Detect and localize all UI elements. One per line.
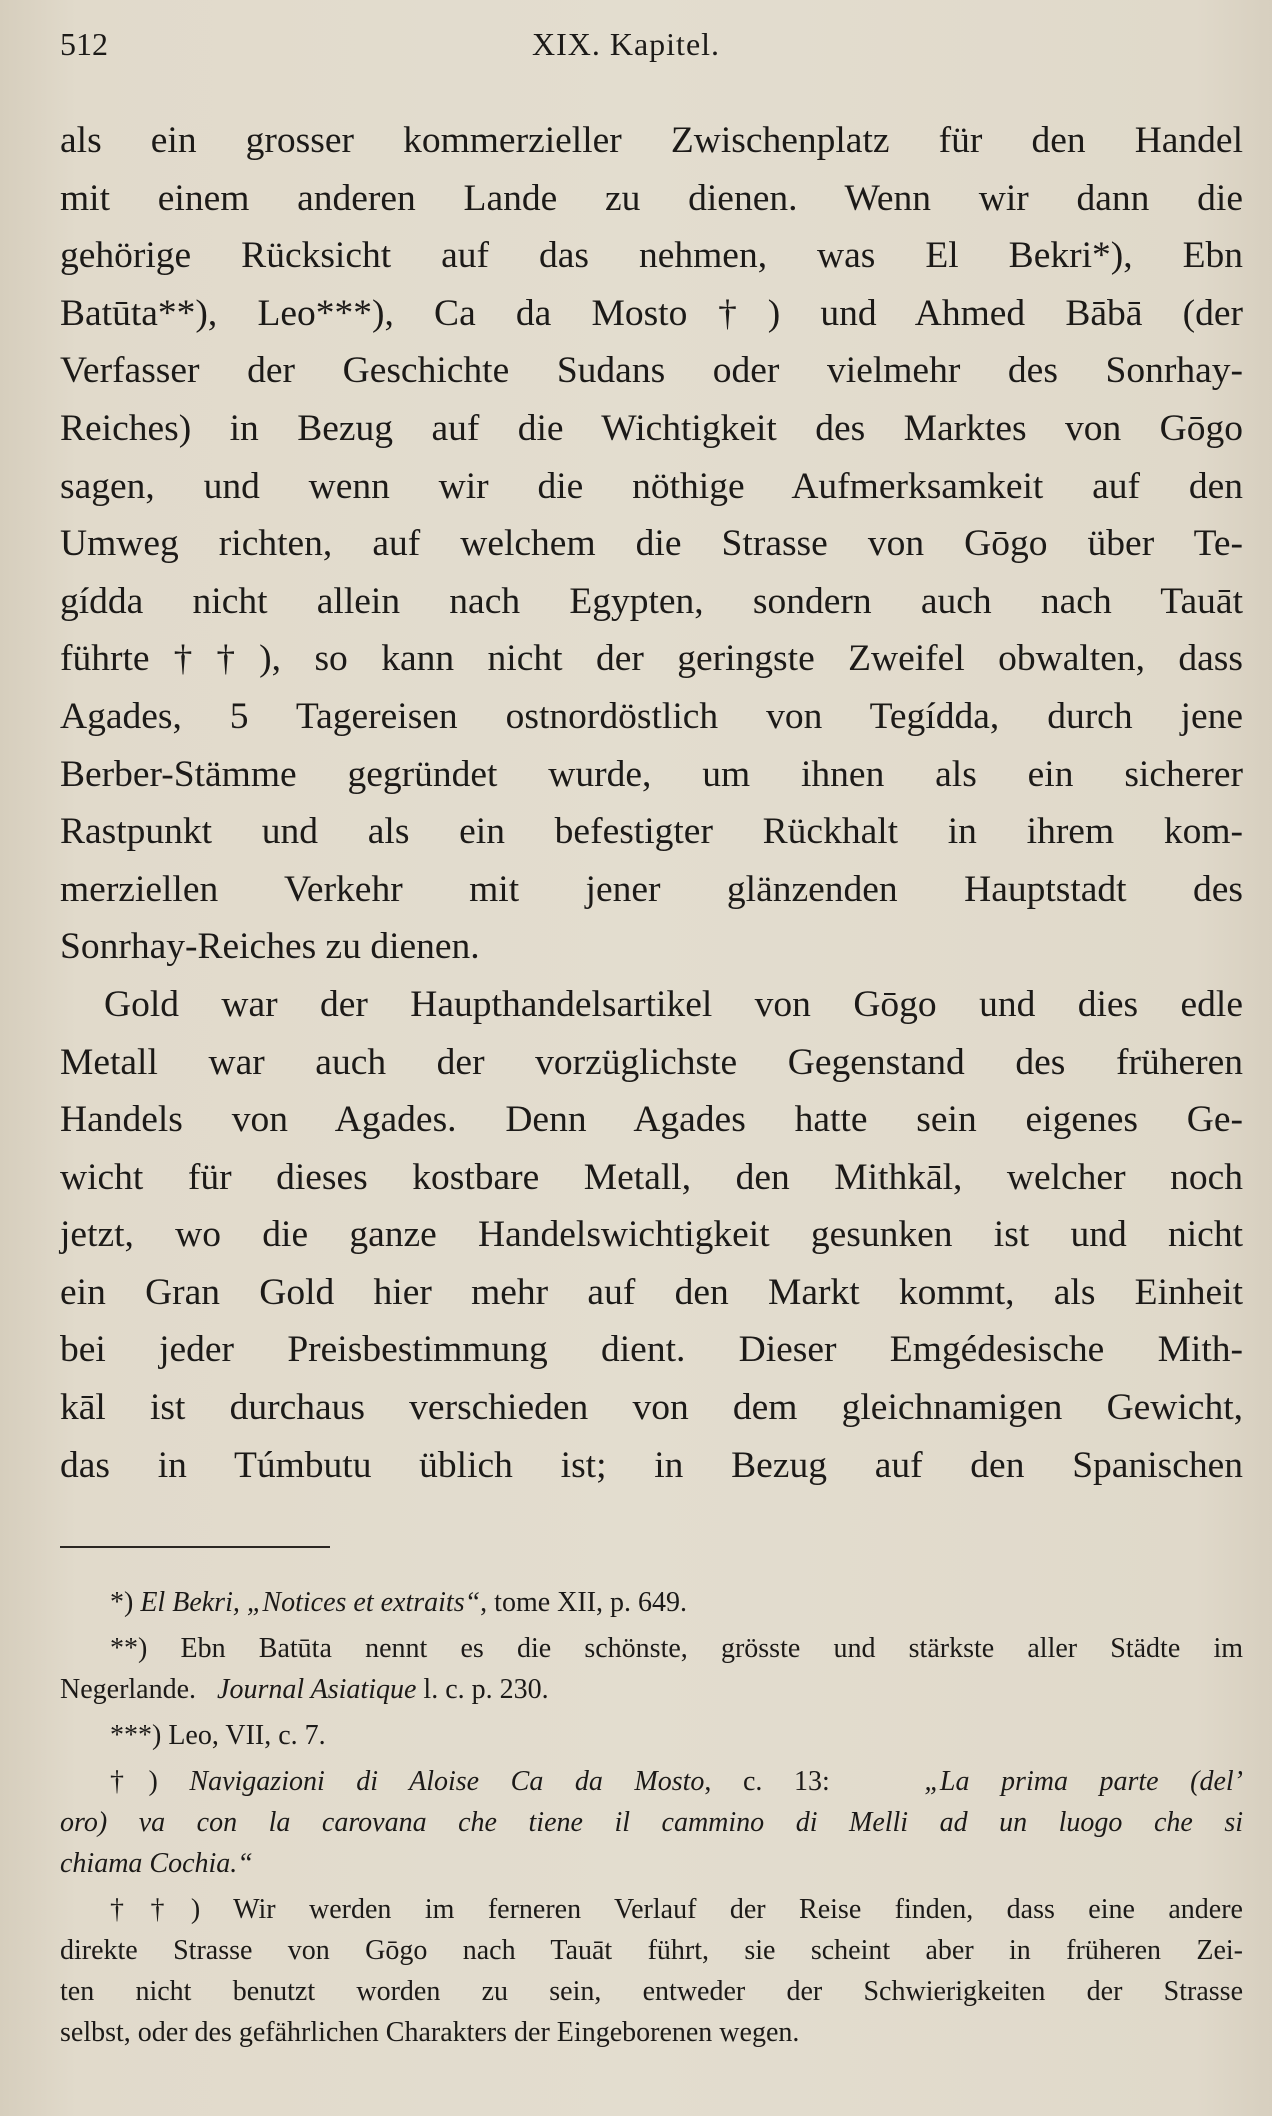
- text-line: merziellen Verkehr mit jener glänzenden Hauptstadt des: [60, 868, 1243, 910]
- text-line: Umweg richten, auf welchem die Strasse von Gōgo über Te-: [60, 523, 1243, 565]
- footnote-source: Navigazioni di Aloise Ca da Mosto: [189, 1766, 705, 1798]
- footnote-marker: ††): [110, 1894, 201, 1926]
- text-line: mit einem anderen Lande zu dienen. Wenn wir dann die: [60, 177, 1243, 219]
- text-line: Agades, 5 Tagereisen ostnordöstlich von Tegídda, durch jene: [60, 695, 1243, 737]
- text-line: das in Túmbutu üblich ist; in Bezug auf den Spanischen: [60, 1444, 1243, 1486]
- footnote-line: ten nicht benutzt worden zu sein, entweder der Schwierigkeiten der Strasse: [60, 1976, 1243, 2008]
- main-text: [60, 112, 1243, 1494]
- text-line: wicht für dieses kostbare Metall, den Mithkāl, welcher noch: [60, 1156, 1243, 1198]
- running-head: XIX. Kapitel.: [531, 26, 721, 62]
- text-line: ein Gran Gold hier mehr auf den Markt kommt, als Einheit: [60, 1271, 1243, 1313]
- text-line: führte††), so kann nicht der geringste Zweifel obwalten, dass: [60, 638, 1243, 680]
- footnote-line: [60, 1761, 1243, 1802]
- footnote-text: Negerlande.: [60, 1674, 197, 1706]
- footnote-line: [60, 1889, 1243, 1930]
- footnote-divider: [60, 1546, 330, 1548]
- text-line: Reiches) in Bezug auf die Wichtigkeit des Marktes von Gōgo: [60, 407, 1243, 449]
- footnote-marker: ***): [110, 1720, 162, 1752]
- paragraph-2: [60, 976, 1243, 1494]
- text-line: bei jeder Preisbestimmung dient. Dieser Emgédesische Mith-: [60, 1329, 1243, 1371]
- footnote-line: [60, 1669, 1243, 1710]
- footnote-source: El Bekri, „Notices et extraits“: [140, 1587, 481, 1619]
- text-line: jetzt, wo die ganze Handelswichtigkeit gesunken ist und nicht: [60, 1214, 1243, 1256]
- footnote-3: [60, 1715, 1243, 1756]
- page-number: 512: [60, 26, 108, 62]
- footnote-marker: **): [110, 1633, 148, 1665]
- footnote-marker: *): [110, 1587, 134, 1619]
- text-line: Batūta**), Leo***), Ca da Mosto†) und Ahmed Bābā (der: [60, 292, 1243, 334]
- footnote-4: [60, 1761, 1243, 1884]
- paragraph-1: [60, 112, 1243, 976]
- footnote-source: Journal Asiatique: [217, 1674, 417, 1706]
- text-line: Rastpunkt und als ein befestigter Rückhalt in ihrem kom-: [60, 811, 1243, 853]
- page-header: [60, 26, 1242, 76]
- footnotes: [60, 1582, 1243, 2053]
- text-line: Handels von Agades. Denn Agades hatte sein eigenes Ge-: [60, 1099, 1243, 1141]
- footnote-text: , c. 13:: [704, 1766, 830, 1798]
- text-line: Verfasser der Geschichte Sudans oder vielmehr des Sonrhay-: [60, 350, 1243, 392]
- footnote-marker: †): [110, 1766, 158, 1798]
- footnote-2: [60, 1628, 1243, 1710]
- text-line: als ein grosser kommerzieller Zwischenplatz für den Handel: [60, 120, 1243, 161]
- text-line: gehörige Rücksicht auf das nehmen, was El Bekri*), Ebn: [60, 235, 1243, 277]
- text-line: sagen, und wenn wir die nöthige Aufmerksamkeit auf den: [60, 465, 1243, 507]
- text-line: Gold war der Haupthandelsartikel von Gōgo und dies edle: [104, 983, 1243, 1025]
- footnote-text: Ebn Batūta nennt es die schönste, grösste und stärkste aller Städte im: [180, 1633, 1244, 1665]
- footnote-quote: „La prima parte (del’: [924, 1766, 1243, 1798]
- footnote-text: l. c. p. 230.: [423, 1674, 549, 1706]
- footnote-line: selbst, oder des gefährlichen Charakters der Eingeborenen wegen.: [60, 2017, 800, 2049]
- footnote-text: , tome XII, p. 649.: [480, 1587, 688, 1619]
- text-line: gídda nicht allein nach Egypten, sondern auch nach Tauāt: [60, 580, 1243, 622]
- footnote-line: direkte Strasse von Gōgo nach Tauāt führt, sie scheint aber in früheren Zei-: [60, 1935, 1243, 1967]
- footnote-text: Leo, VII, c. 7.: [168, 1720, 326, 1752]
- footnote-1: [60, 1582, 1243, 1623]
- footnote-text: Wir werden im ferneren Verlauf der Reise finden, dass eine andere: [233, 1894, 1243, 1926]
- footnote-5: [60, 1889, 1243, 2053]
- text-line: Sonrhay-Reiches zu dienen.: [60, 926, 480, 968]
- text-line: Berber-Stämme gegründet wurde, um ihnen als ein sicherer: [60, 753, 1243, 795]
- footnote-line: [60, 1628, 1243, 1669]
- text-line: Metall war auch der vorzüglichste Gegenstand des früheren: [60, 1041, 1243, 1083]
- text-line: kāl ist durchaus verschieden von dem gleichnamigen Gewicht,: [60, 1387, 1243, 1429]
- footnote-line: oro) va con la carovana che tiene il cammino di Melli ad un luogo che si: [60, 1807, 1243, 1839]
- footnote-line: chiama Cochia.“: [60, 1848, 253, 1880]
